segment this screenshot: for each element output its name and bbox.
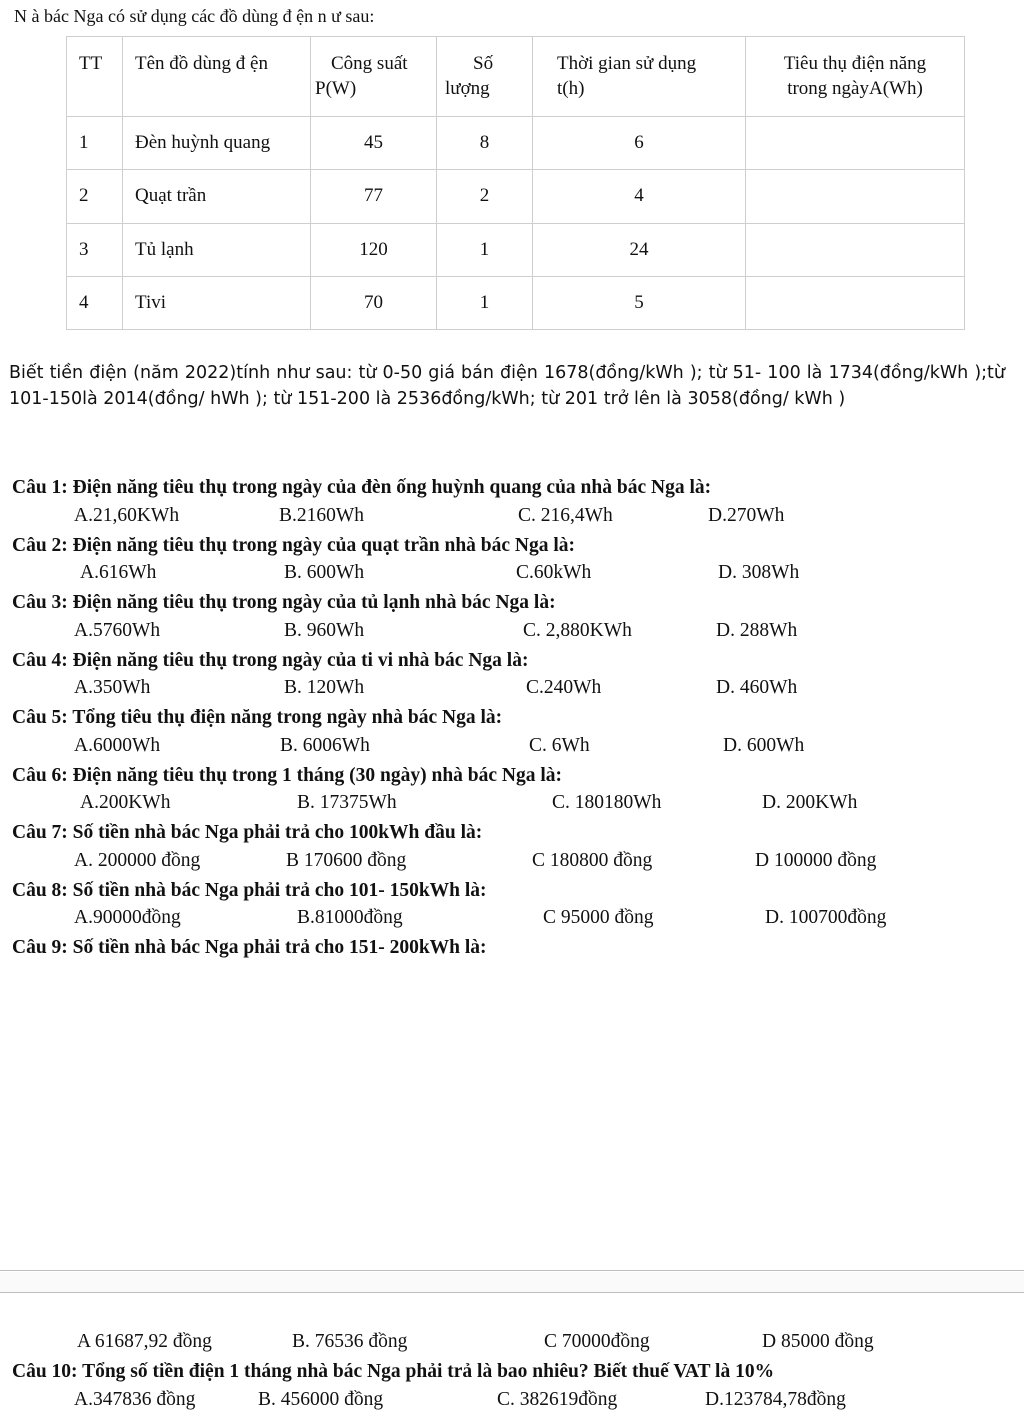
header-usage-time: Thời gian sử dụng t(h) bbox=[533, 37, 746, 117]
appliance-table bbox=[66, 36, 965, 330]
q1-option-c: C. 216,4Wh bbox=[518, 505, 613, 526]
electricity-pricing-text: Biết tiền điện (năm 2022)tính như sau: từ 0-50 giá bán điện 1678(đồng/kWh ); từ 51- 100 là 1734(đồng/kWh );từ 101-150là 2014(đồng/ hWh ); từ 151-200 là 2536đồng/kWh; từ 201 trở lên là 3058(đồng/ kWh ) bbox=[9, 363, 1005, 409]
question-7: Câu 7: Số tiền nhà bác Nga phải trả cho 100kWh đầu là: bbox=[12, 822, 483, 843]
cell-power: 45 bbox=[311, 117, 437, 170]
q7-option-a: A. 200000 đồng bbox=[74, 850, 201, 871]
cell-energy-empty bbox=[746, 170, 965, 223]
q7-option-b: B 170600 đồng bbox=[286, 850, 407, 871]
cell-quantity: 2 bbox=[437, 170, 533, 223]
q7-option-c: C 180800 đồng bbox=[532, 850, 653, 871]
question-2: Câu 2: Điện năng tiêu thụ trong ngày của quạt trần nhà bác Nga là: bbox=[12, 535, 576, 556]
question-1: Câu 1: Điện năng tiêu thụ trong ngày của đèn ống huỳnh quang của nhà bác Nga là: bbox=[12, 477, 712, 498]
cell-appliance-name: Quạt trần bbox=[123, 170, 311, 223]
question-4: Câu 4: Điện năng tiêu thụ trong ngày của ti vi nhà bác Nga là: bbox=[12, 650, 529, 671]
table-header-row bbox=[67, 37, 965, 117]
q3-option-d: D. 288Wh bbox=[716, 620, 798, 641]
header-appliance-name: Tên đồ dùng đ ện bbox=[123, 37, 311, 117]
q4-option-a: A.350Wh bbox=[74, 677, 151, 698]
q8-option-d: D. 100700đồng bbox=[765, 907, 887, 928]
q8-option-a: A.90000đồng bbox=[74, 907, 181, 928]
q6-option-c: C. 180180Wh bbox=[552, 792, 662, 813]
cell-hours: 4 bbox=[533, 170, 746, 223]
question-8: Câu 8: Số tiền nhà bác Nga phải trả cho 101- 150kWh là: bbox=[12, 880, 487, 901]
page-break-band bbox=[0, 1272, 1024, 1292]
question-6: Câu 6: Điện năng tiêu thụ trong 1 tháng (30 ngày) nhà bác Nga là: bbox=[12, 765, 563, 786]
cell-power: 120 bbox=[311, 223, 437, 276]
q6-option-d: D. 200KWh bbox=[762, 792, 858, 813]
q10-option-d: D.123784,78đồng bbox=[705, 1389, 846, 1410]
q8-option-b: B.81000đồng bbox=[297, 907, 403, 928]
cell-tt: 2 bbox=[67, 170, 123, 223]
q2-option-c: C.60kWh bbox=[516, 562, 592, 583]
q6-option-b: B. 17375Wh bbox=[297, 792, 397, 813]
question-9: Câu 9: Số tiền nhà bác Nga phải trả cho 151- 200kWh là: bbox=[12, 937, 487, 958]
q10-option-a: A.347836 đồng bbox=[74, 1389, 196, 1410]
q4-option-b: B. 120Wh bbox=[284, 677, 365, 698]
q9-option-c: C 70000đồng bbox=[544, 1331, 650, 1352]
cell-hours: 24 bbox=[533, 223, 746, 276]
q5-option-c: C. 6Wh bbox=[529, 735, 590, 756]
cell-power: 77 bbox=[311, 170, 437, 223]
cell-hours: 5 bbox=[533, 276, 746, 329]
q5-option-b: B. 6006Wh bbox=[280, 735, 370, 756]
q4-option-c: C.240Wh bbox=[526, 677, 602, 698]
table-row bbox=[67, 117, 965, 170]
table-row bbox=[67, 170, 965, 223]
q9-option-b: B. 76536 đồng bbox=[292, 1331, 408, 1352]
cell-quantity: 1 bbox=[437, 276, 533, 329]
cell-energy-empty bbox=[746, 223, 965, 276]
page-divider-top bbox=[0, 1270, 1024, 1271]
q9-option-a: A 61687,92 đồng bbox=[77, 1331, 212, 1352]
question-5: Câu 5: Tổng tiêu thụ điện năng trong ngày nhà bác Nga là: bbox=[12, 707, 503, 728]
cell-quantity: 1 bbox=[437, 223, 533, 276]
page-divider-bottom bbox=[0, 1292, 1024, 1293]
table-row bbox=[67, 276, 965, 329]
cell-power: 70 bbox=[311, 276, 437, 329]
q1-option-d: D.270Wh bbox=[708, 505, 785, 526]
question-3: Câu 3: Điện năng tiêu thụ trong ngày của tủ lạnh nhà bác Nga là: bbox=[12, 592, 556, 613]
cell-energy-empty bbox=[746, 117, 965, 170]
cell-quantity: 8 bbox=[437, 117, 533, 170]
cell-tt: 1 bbox=[67, 117, 123, 170]
q10-option-b: B. 456000 đồng bbox=[258, 1389, 384, 1410]
q1-option-b: B.2160Wh bbox=[279, 505, 365, 526]
header-power: Công suất P(W) bbox=[311, 37, 437, 117]
header-tt: TT bbox=[67, 37, 123, 117]
q4-option-d: D. 460Wh bbox=[716, 677, 798, 698]
cell-appliance-name: Tivi bbox=[123, 276, 311, 329]
q5-option-d: D. 600Wh bbox=[723, 735, 805, 756]
q10-option-c: C. 382619đồng bbox=[497, 1389, 618, 1410]
header-quantity: Số lượng bbox=[437, 37, 533, 117]
q9-option-d: D 85000 đồng bbox=[762, 1331, 874, 1352]
q1-option-a: A.21,60KWh bbox=[74, 505, 180, 526]
cell-appliance-name: Tủ lạnh bbox=[123, 223, 311, 276]
question-10: Câu 10: Tổng số tiền điện 1 tháng nhà bác Nga phải trả là bao nhiêu? Biết thuế VAT là 10% bbox=[12, 1361, 775, 1382]
cell-hours: 6 bbox=[533, 117, 746, 170]
q2-option-b: B. 600Wh bbox=[284, 562, 365, 583]
cell-tt: 4 bbox=[67, 276, 123, 329]
q5-option-a: A.6000Wh bbox=[74, 735, 161, 756]
q2-option-a: A.616Wh bbox=[80, 562, 157, 583]
q7-option-d: D 100000 đồng bbox=[755, 850, 877, 871]
cell-tt: 3 bbox=[67, 223, 123, 276]
q3-option-b: B. 960Wh bbox=[284, 620, 365, 641]
intro-text: N à bác Nga có sử dụng các đồ dùng đ ện n ư sau: bbox=[14, 6, 375, 26]
cell-energy-empty bbox=[746, 276, 965, 329]
header-daily-energy: Tiêu thụ điện năng trong ngàyA(Wh) bbox=[746, 37, 965, 117]
q3-option-c: C. 2,880KWh bbox=[523, 620, 632, 641]
q2-option-d: D. 308Wh bbox=[718, 562, 800, 583]
q3-option-a: A.5760Wh bbox=[74, 620, 161, 641]
cell-appliance-name: Đèn huỳnh quang bbox=[123, 117, 311, 170]
table-row bbox=[67, 223, 965, 276]
q6-option-a: A.200KWh bbox=[80, 792, 171, 813]
q8-option-c: C 95000 đồng bbox=[543, 907, 654, 928]
